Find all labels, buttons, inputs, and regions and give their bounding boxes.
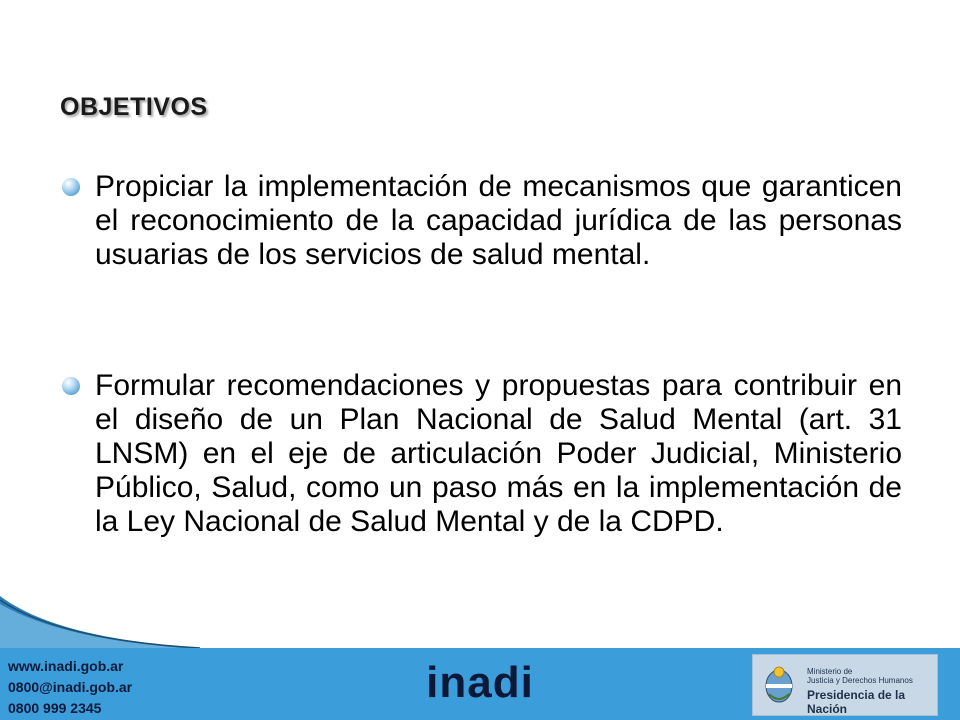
decorative-swoosh bbox=[0, 596, 200, 650]
brand-text: inadi bbox=[426, 658, 534, 707]
ministry-name: Ministerio de Justicia y Derechos Humanos bbox=[807, 667, 913, 685]
bullet-text: Propiciar la implementación de mecanismos que garanticen el reconocimiento de la capacidad jurídica de las personas usuarias de los servicios de salud mental. bbox=[95, 170, 902, 271]
slide-title: OBJETIVOS bbox=[60, 93, 208, 121]
ministry-logo bbox=[752, 654, 938, 716]
bullet-dot-icon bbox=[62, 178, 80, 196]
bullet-dot-icon bbox=[62, 377, 80, 395]
bullet-item bbox=[62, 369, 902, 539]
coat-of-arms-icon bbox=[763, 664, 795, 704]
website-link[interactable]: www.inadi.gob.ar bbox=[8, 658, 124, 674]
bullet-item bbox=[62, 170, 902, 272]
phone-number: 0800 999 2345 bbox=[8, 700, 102, 716]
email-link[interactable]: 0800@inadi.gob.ar bbox=[8, 679, 133, 695]
bullet-text: Formular recomendaciones y propuestas para contribuir en el diseño de un Plan Nacional de Salud Mental (art. 31 LNSM) en el eje de articulación Poder Judicial, Ministerio Público, Salud, como un paso más en la implementación de la Ley Nacional de Salud Mental y de la CDPD. bbox=[95, 369, 902, 538]
footer-bar bbox=[0, 648, 960, 720]
presidency-name: Presidencia de la Nación bbox=[807, 688, 906, 716]
